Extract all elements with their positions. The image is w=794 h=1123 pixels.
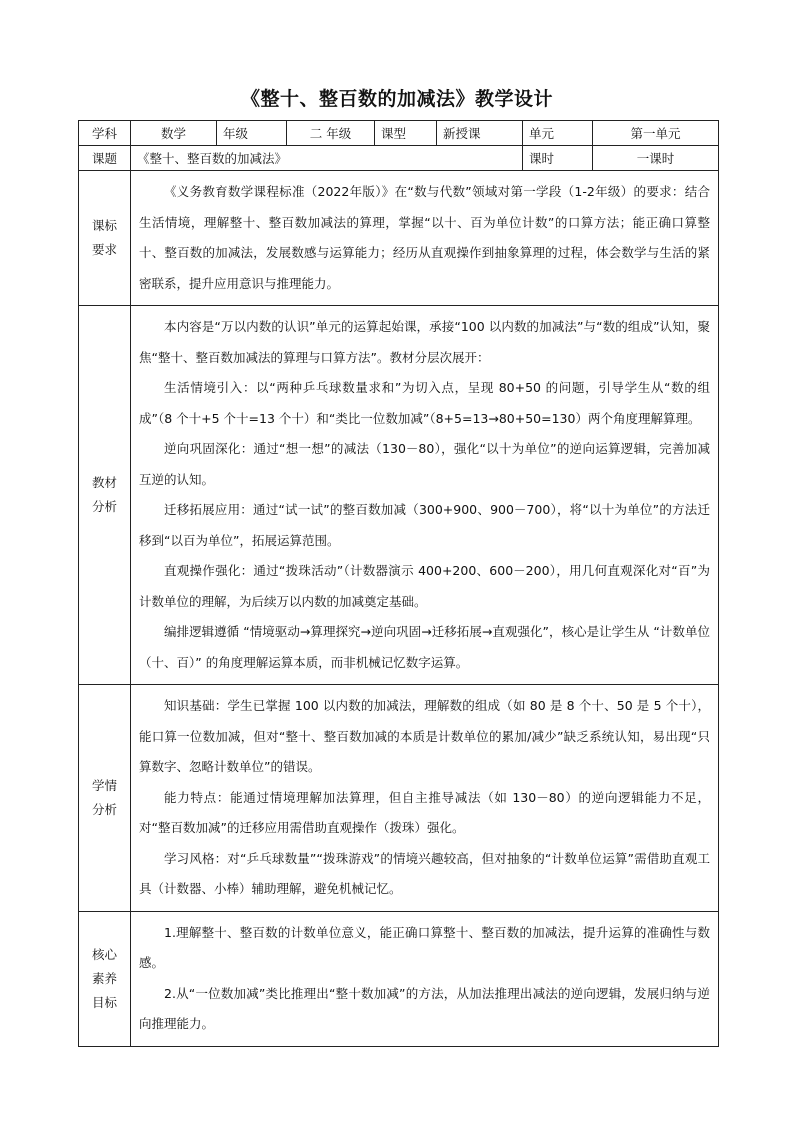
textbook-paragraph: 编排逻辑遵循 “情境驱动→算理探究→逆向巩固→迁移拓展→直观强化”，核心是让学生从 “计数单位（十、百）” 的角度理解运算本质，而非机械记忆数字运算。: [139, 624, 710, 670]
goals-row: [79, 911, 719, 1046]
textbook-label: 教材 分析: [79, 306, 131, 685]
lesson-type-value: 新授课: [437, 121, 523, 146]
hours-value: 一课时: [593, 146, 719, 171]
students-content: [131, 685, 719, 912]
students-row: [79, 685, 719, 912]
unit-label: 单元: [523, 121, 593, 146]
goals-label: 核心 素养 目标: [79, 911, 131, 1046]
document-title: 《整十、整百数的加减法》教学设计: [240, 88, 553, 110]
grade-value: 二 年级: [287, 121, 375, 146]
lesson-plan-table: [78, 120, 719, 1047]
topic-row: [79, 146, 719, 171]
textbook-paragraph: 直观操作强化：通过“拨珠活动”（计数器演示 400+200、600－200），用几何直观深化对“百”为计数单位的理解，为后续万以内数的加减奠定基础。: [139, 563, 710, 609]
hours-label: 课时: [523, 146, 593, 171]
goals-paragraph: 2.从“一位数加减”类比推理出“整十数加减”的方法，从加法推理出减法的逆向逻辑，发展归纳与逆向推理能力。: [139, 985, 710, 1031]
subject-value: 数学: [131, 121, 217, 146]
standards-content: [131, 171, 719, 306]
info-row: [79, 121, 719, 146]
students-paragraph: 知识基础：学生已掌握 100 以内数的加减法，理解数的组成（如 80 是 8 个十、50 是 5 个十），能口算一位数加减，但对“整十、整百数加减的本质是计数单位的累加/减少”缺乏系统认知，易出现“只算数字、忽略计数单位”的错误。: [139, 698, 710, 774]
unit-value: 第一单元: [593, 121, 719, 146]
standards-paragraph: 《义务教育数学课程标准（2022年版）》在“数与代数”领域对第一学段（1-2年级）的要求：结合生活情境，理解整十、整百数加减法的算理，掌握“以十、百为单位计数”的口算方法；能正确口算整十、整百数的加减法，发展数感与运算能力；经历从直观操作到抽象算理的过程，体会数学与生活的紧密联系，提升应用意识与推理能力。: [139, 184, 710, 291]
textbook-paragraph: 逆向巩固深化：通过“想一想”的减法（130－80），强化“以十为单位”的逆向运算逻辑，完善加减互逆的认知。: [139, 441, 710, 487]
subject-label: 学科: [79, 121, 131, 146]
standards-label: 课标 要求: [79, 171, 131, 306]
lesson-type-label: 课型: [375, 121, 437, 146]
students-paragraph: 能力特点：能通过情境理解加法算理，但自主推导减法（如 130－80）的逆向逻辑能力不足，对“整百数加减”的迁移应用需借助直观操作（拨珠）强化。: [139, 789, 710, 835]
textbook-row: [79, 306, 719, 685]
students-label: 学情 分析: [79, 685, 131, 912]
standards-row: [79, 171, 719, 306]
goals-content: [131, 911, 719, 1046]
textbook-content: [131, 306, 719, 685]
textbook-paragraph: 迁移拓展应用：通过“试一试”的整百数加减（300+900、900－700），将“以十为单位”的方法迁移到“以百为单位”，拓展运算范围。: [139, 502, 710, 548]
topic-value: 《整十、整百数的加减法》: [131, 146, 523, 171]
grade-label: 年级: [217, 121, 287, 146]
students-paragraph: 学习风格：对“乒乓球数量”“拨珠游戏”的情境兴趣较高，但对抽象的“计数单位运算”需借助直观工具（计数器、小棒）辅助理解，避免机械记忆。: [139, 850, 710, 896]
textbook-paragraph: 生活情境引入：以“两种乒乓球数量求和”为切入点，呈现 80+50 的问题，引导学生从“数的组成”（8 个十+5 个十=13 个十）和“类比一位数加减”（8+5=13→80+50=130）两个角度理解算理。: [139, 380, 710, 426]
goals-paragraph: 1.理解整十、整百数的计数单位意义，能正确口算整十、整百数的加减法，提升运算的准确性与数感。: [139, 924, 710, 970]
textbook-paragraph: 本内容是“万以内数的认识”单元的运算起始课，承接“100 以内数的加减法”与“数的组成”认知，聚焦“整十、整百数加减法的算理与口算方法”。教材分层次展开：: [139, 319, 710, 365]
topic-label: 课题: [79, 146, 131, 171]
